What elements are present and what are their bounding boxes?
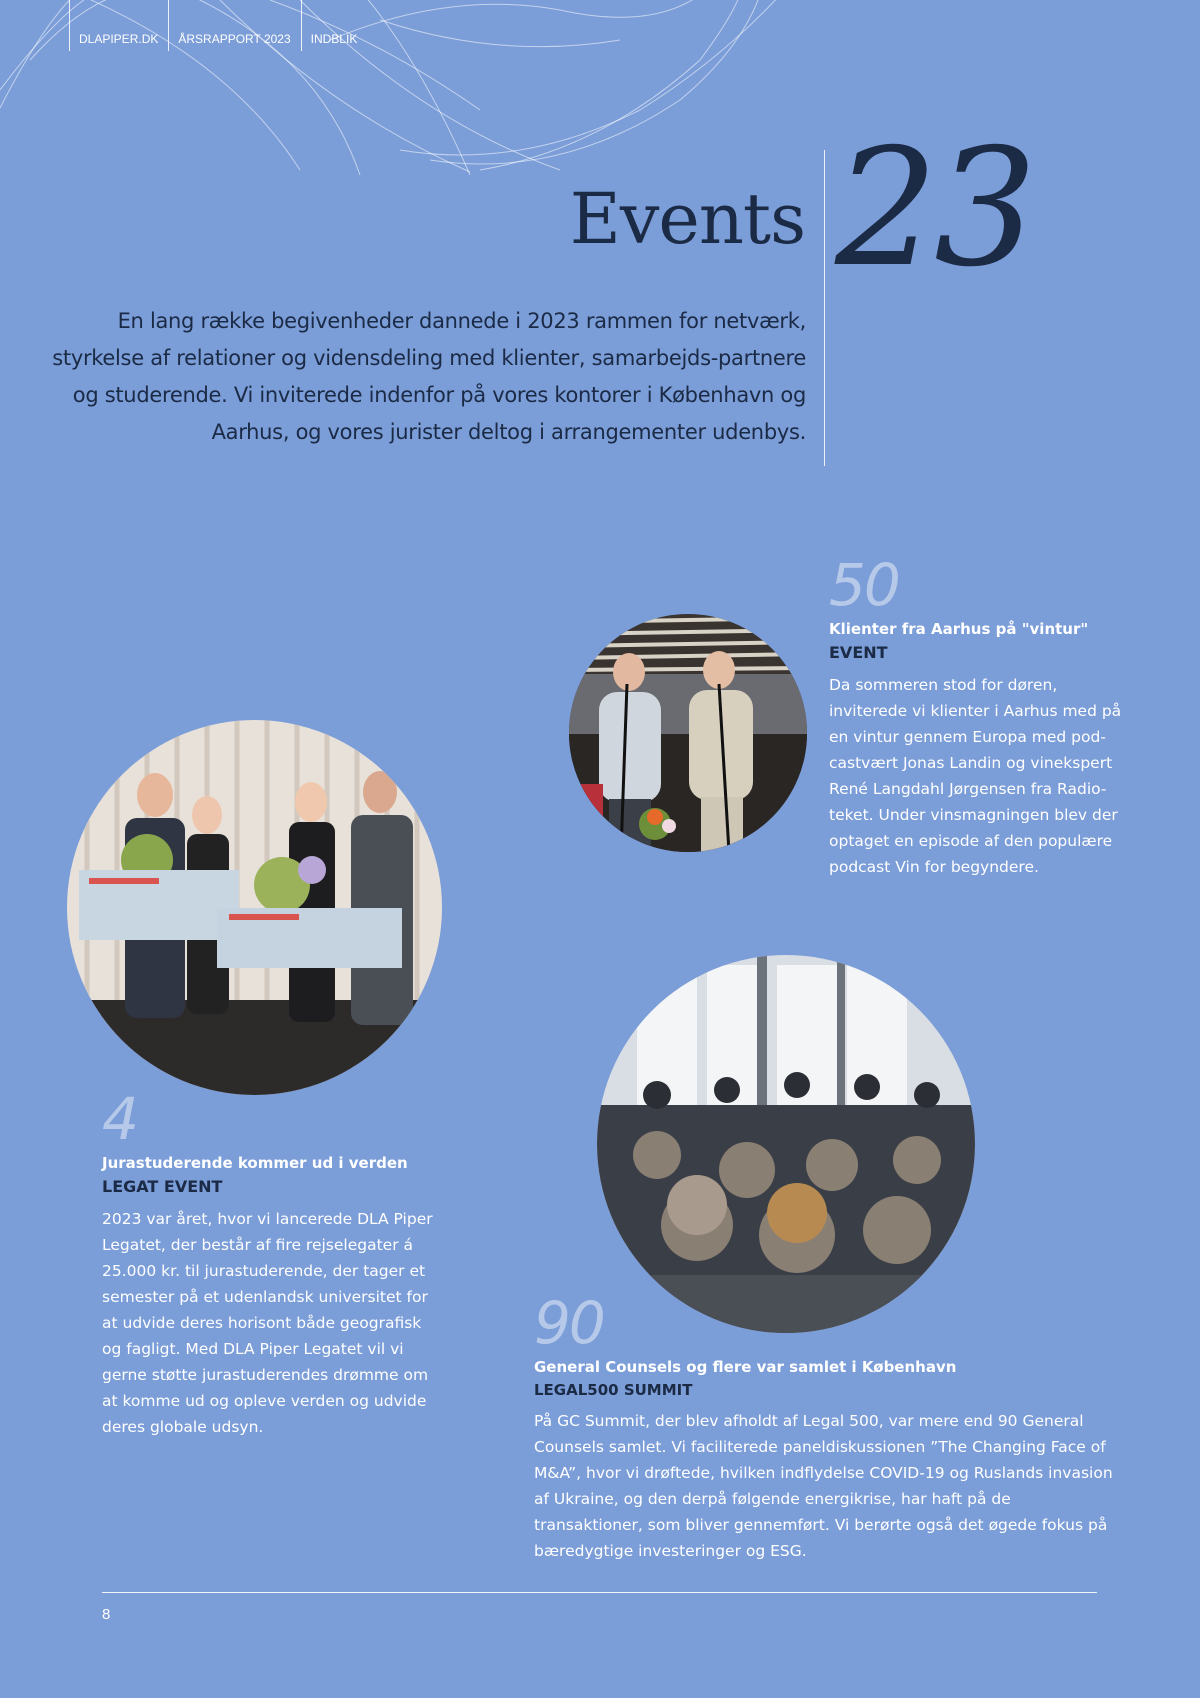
event-aarhus-wine-tour xyxy=(829,551,1129,880)
event-type: EVENT xyxy=(829,643,888,662)
footer-divider xyxy=(102,1592,1097,1593)
page-title: Events xyxy=(569,178,805,260)
event-count: 50 xyxy=(829,551,899,619)
event-type: LEGAL500 SUMMIT xyxy=(534,1381,693,1399)
nav-link-aarsrapport[interactable]: ÅRSRAPPORT 2023 xyxy=(168,0,300,51)
event-description: På GC Summit, der blev afholdt af Legal 500, var mere end 90 General Counsels samlet. Vi faciliterede paneldiskussionen ”The Changing Face of M&A”, hvor vi drøftede, hvilken indflydelse COVID-19 og Ruslands invasion af Ukraine, og den derpå følgende energikrise, har haft på de transaktioner, som bliver gennemført. Vi berørte også det øgede fokus på bæredygtige investeringer og ESG. xyxy=(534,1412,1113,1560)
event-subtitle: Jurastuderende kommer ud i verden xyxy=(102,1154,408,1172)
photo-scholarship-recipients xyxy=(67,720,442,1095)
page-number: 8 xyxy=(102,1606,111,1623)
intro-paragraph: En lang række begivenheder dannede i 2023 rammen for netværk, styrkelse af relationer og vidensdeling med klienter, samarbejds-partnere og studerende. Vi inviterede indenfor på vores kontorer i København og Aarhus, og vores jurister deltog i arrangementer udenbys. xyxy=(52,309,806,444)
nav-link-dlapiper[interactable]: DLAPIPER.DK xyxy=(69,0,168,51)
event-description: 2023 var året, hvor vi lancerede DLA Piper Legatet, der består af fire rejselegater á 25.000 kr. til jurastuderende, der tager et semester på et udenlandsk universitet for at udvide deres horisont både geografisk og fagligt. Med DLA Piper Legatet vil vi gerne støtte jurastuderendes drømme om at komme ud og opleve verden og udvide deres globale udsyn. xyxy=(102,1210,433,1436)
event-subtitle: Klienter fra Aarhus på "vintur" xyxy=(829,620,1089,638)
year-number: 23 xyxy=(835,115,1034,303)
header-divider xyxy=(824,150,825,466)
photo-wine-tasting-hosts xyxy=(569,614,807,852)
event-subtitle: General Counsels og flere var samlet i København xyxy=(534,1358,957,1376)
event-type: LEGAT EVENT xyxy=(102,1177,223,1196)
nav-link-indblik[interactable]: INDBLIK xyxy=(301,0,368,51)
event-count: 90 xyxy=(534,1289,604,1357)
top-navigation xyxy=(69,0,367,51)
event-count: 4 xyxy=(102,1085,137,1153)
event-legal500-summit xyxy=(534,1289,1114,1564)
event-description: Da sommeren stod for døren, inviterede vi klienter i Aarhus med på en vintur gennem Europa med pod-castvært Jonas Landin og vinekspert René Langdahl Jørgensen fra Radio-teket. Under vinsmagningen blev der optaget en episode af den populære podcast Vin for begyndere. xyxy=(829,676,1122,876)
event-scholarship xyxy=(102,1085,442,1440)
photo-summit-panel xyxy=(597,955,975,1333)
